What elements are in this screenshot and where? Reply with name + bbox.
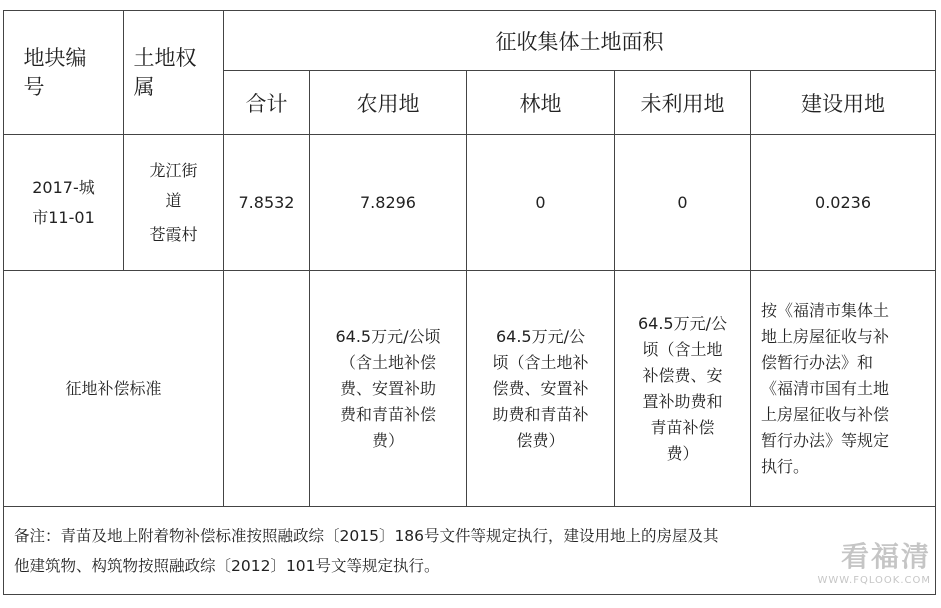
cell-construction: 0.0236 <box>751 135 936 271</box>
land-acquisition-table <box>3 10 936 595</box>
watermark-title: 看福清 <box>840 540 931 573</box>
standard-unused: 64.5万元/公 顷（含土地 补偿费、安 置补助费和 青苗补偿 费） <box>615 271 751 507</box>
cell-ownership: 龙江街 道 苍霞村 <box>124 135 224 271</box>
cell-total: 7.8532 <box>224 135 310 271</box>
header-farmland: 农用地 <box>310 71 467 135</box>
header-unused: 未利用地 <box>615 71 751 135</box>
cell-forest: 0 <box>467 135 615 271</box>
standard-total-empty <box>224 271 310 507</box>
compensation-table-frame <box>3 10 935 595</box>
cell-unused: 0 <box>615 135 751 271</box>
watermark-url: WWW.FQLOOK.COM <box>817 575 931 586</box>
standard-construction: 按《福清市集体土 地上房屋征收与补 偿暂行办法》和 《福清市国有土地 上房屋征收与补偿 暂行办法》等规定 执行。 <box>751 271 936 507</box>
cell-plot-no: 2017-城 市11-01 <box>4 135 124 271</box>
header-forest: 林地 <box>467 71 615 135</box>
standard-label: 征地补偿标准 <box>4 271 224 507</box>
header-plot-no: 地块编号 <box>4 11 124 135</box>
header-construction: 建设用地 <box>751 71 936 135</box>
site-watermark <box>818 535 932 586</box>
standard-farmland: 64.5万元/公顷 （含土地补偿 费、安置补助 费和青苗补偿 费） <box>310 271 467 507</box>
header-ownership: 土地权属 <box>124 11 224 135</box>
header-total: 合计 <box>224 71 310 135</box>
header-area-group: 征收集体土地面积 <box>224 11 936 71</box>
remarks: 备注：青苗及地上附着物补偿标准按照融政综〔2015〕186号文件等规定执行，建设用地上的房屋及其 他建筑物、构筑物按照融政综〔2012〕101号文等规定执行。 <box>4 507 936 595</box>
standard-forest: 64.5万元/公 顷（含土地补 偿费、安置补 助费和青苗补 偿费） <box>467 271 615 507</box>
cell-farmland: 7.8296 <box>310 135 467 271</box>
